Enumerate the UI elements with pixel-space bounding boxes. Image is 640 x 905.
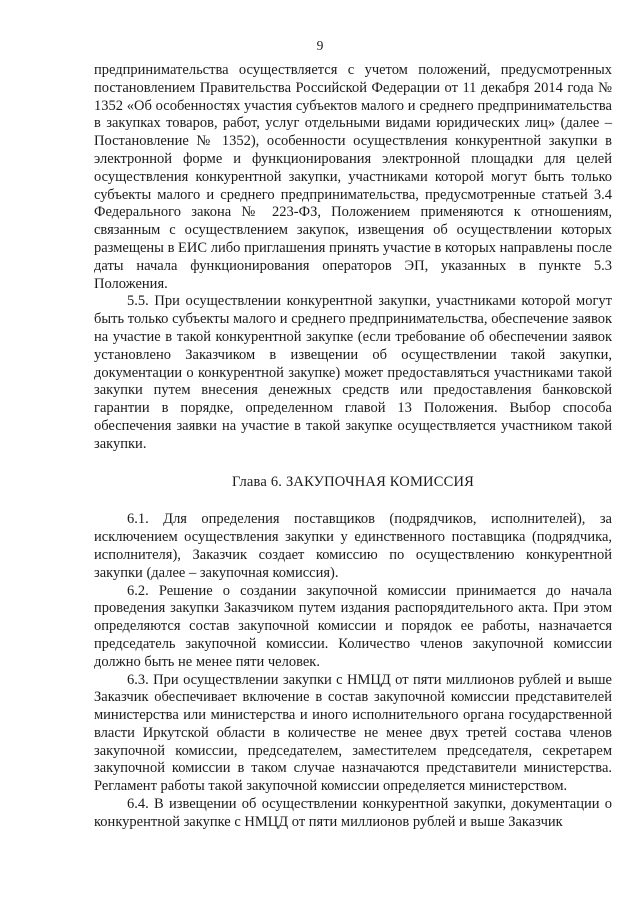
page-number: 9 <box>316 38 324 53</box>
paragraph-6-3: 6.3. При осуществлении закупки с НМЦД от пяти миллионов рублей и выше Заказчик обеспечивает включение в состав закупочной комиссии представителей министерства или министерства и иного исполнительного органа государственной власти Иркутской области в количестве не менее двух третей состава членов закупочной комиссии, председателем, заместителем председателя, секретарем закупочной комиссии в таком случае назначаются представители министерства. Регламент работы такой закупочной комиссии определяется министерством. <box>94 671 612 795</box>
paragraph-5-5: 5.5. При осуществлении конкурентной закупки, участниками которой могут быть только субъекты малого и среднего предпринимательства, обеспечение заявок на участие в такой конкурентной закупке (если требование об обеспечении заявок установлено Заказчиком в извещении об осуществлении такой закупки, документации о конкурентной закупке) может предоставляться участниками такой закупки путем внесения денежных средств или предоставления банковской гарантии в порядке, определенном главой 13 Положения. Выбор способа обеспечения заявки на участие в такой закупке осуществляется участником такой закупки. <box>94 293 612 452</box>
paragraph-6-2: 6.2. Решение о создании закупочной комиссии принимается до начала проведения закупки Заказчиком путем издания распорядительного акта. При этом определяются состав закупочной комиссии и порядок ее работы, назначается председатель закупочной комиссии. Количество членов закупочной комиссии должно быть не менее пяти человек. <box>94 582 612 670</box>
chapter-title: Глава 6. ЗАКУПОЧНАЯ КОМИССИЯ <box>231 473 475 490</box>
paragraph-6-4: 6.4. В извещении об осуществлении конкурентной закупки, документации о конкурентной закупке с НМЦД от пяти миллионов рублей и выше Заказчик <box>94 796 612 830</box>
paragraph-continuation: предпринимательства осуществляется с учетом положений, предусмотренных постановлением Правительства Российской Федерации от 11 декабря 2014 года № 1352 «Об особенностях участия субъектов малого и среднего предпринимательства в закупках товаров, работ, услуг отдельными видами юридических лиц» (далее – Постановление № 1352), особенности осуществления конкурентной закупки в электронной форме и функционирования электронной площадки для целей осуществления конкурентной закупки, участниками которой могут быть только субъекты малого и среднего предпринимательства, предусмотренные статьей 3.4 Федерального закона № 223-ФЗ, Положением применяются к отношениям, связанным с осуществлением закупок, извещения об осуществлении которых размещены в ЕИС либо приглашения принять участие в которых направлены после даты начала функционирования операторов ЭП, указанных в пункте 5.3 Положения. <box>94 62 612 292</box>
document-body <box>94 62 612 832</box>
paragraph-6-1: 6.1. Для определения поставщиков (подрядчиков, исполнителей), за исключением осуществления закупки у единственного поставщика (подрядчика, исполнителя), Заказчик создает комиссию по осуществлению конкурентной закупки (далее – закупочная комиссия). <box>94 511 612 581</box>
